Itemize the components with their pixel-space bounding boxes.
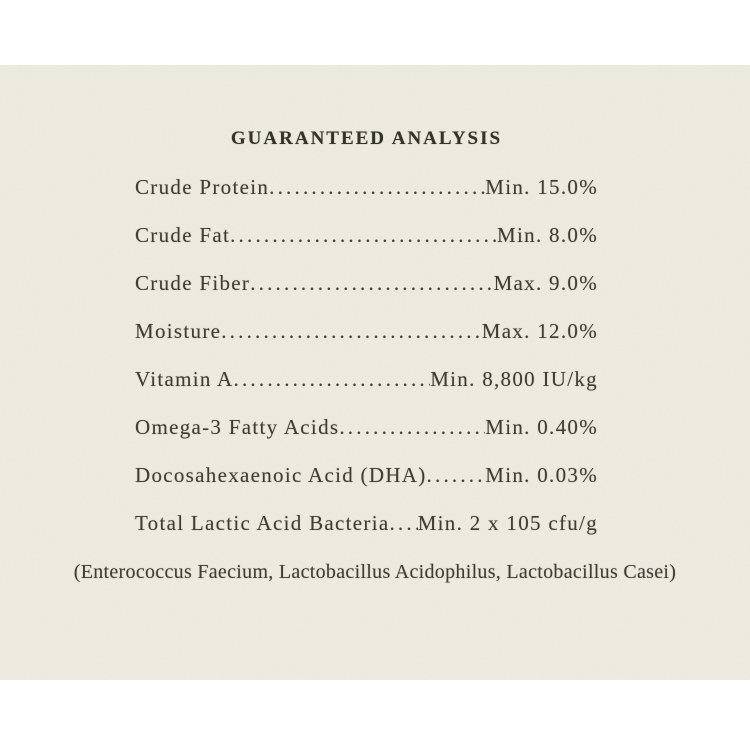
leader-dots [234, 369, 431, 390]
analysis-value: Min. 15.0% [485, 175, 598, 199]
analysis-label: Crude Fiber [135, 271, 251, 295]
analysis-value: Min. 2 x 105 cfu/g [417, 511, 598, 535]
analysis-rows-list [135, 177, 598, 534]
analysis-content [135, 65, 598, 534]
leader-dots [230, 225, 497, 246]
analysis-label: Crude Protein [135, 175, 270, 199]
analysis-value: Min. 0.40% [485, 415, 598, 439]
analysis-value: Min. 8.0% [497, 223, 598, 247]
analysis-value: Min. 0.03% [485, 463, 598, 487]
leader-dots [221, 321, 482, 342]
analysis-label: Omega-3 Fatty Acids [135, 415, 340, 439]
analysis-row [135, 225, 598, 246]
leader-dots [269, 177, 485, 198]
analysis-label: Docosahexaenoic Acid (DHA) [135, 463, 427, 487]
analysis-value: Max. 9.0% [493, 271, 598, 295]
analysis-label: Vitamin A [135, 367, 234, 391]
analysis-row [135, 417, 598, 438]
probiotics-footnote: (Enterococcus Faecium, Lactobacillus Acidophilus, Lactobacillus Casei) [73, 561, 677, 583]
analysis-row [135, 513, 598, 534]
page-title: GUARANTEED ANALYSIS [230, 128, 503, 149]
analysis-row [135, 177, 598, 198]
analysis-row [135, 273, 598, 294]
analysis-value: Max. 12.0% [481, 319, 598, 343]
leader-dots [427, 465, 486, 486]
analysis-label: Moisture [135, 319, 222, 343]
analysis-label: Total Lactic Acid Bacteria [135, 511, 390, 535]
analysis-row [135, 321, 598, 342]
leader-dots [250, 273, 493, 294]
leader-dots [389, 513, 417, 534]
leader-dots [339, 417, 485, 438]
analysis-row [135, 465, 598, 486]
guaranteed-analysis-panel [0, 65, 750, 680]
analysis-label: Crude Fat [135, 223, 231, 247]
analysis-value: Min. 8,800 IU/kg [430, 367, 598, 391]
analysis-row [135, 369, 598, 390]
